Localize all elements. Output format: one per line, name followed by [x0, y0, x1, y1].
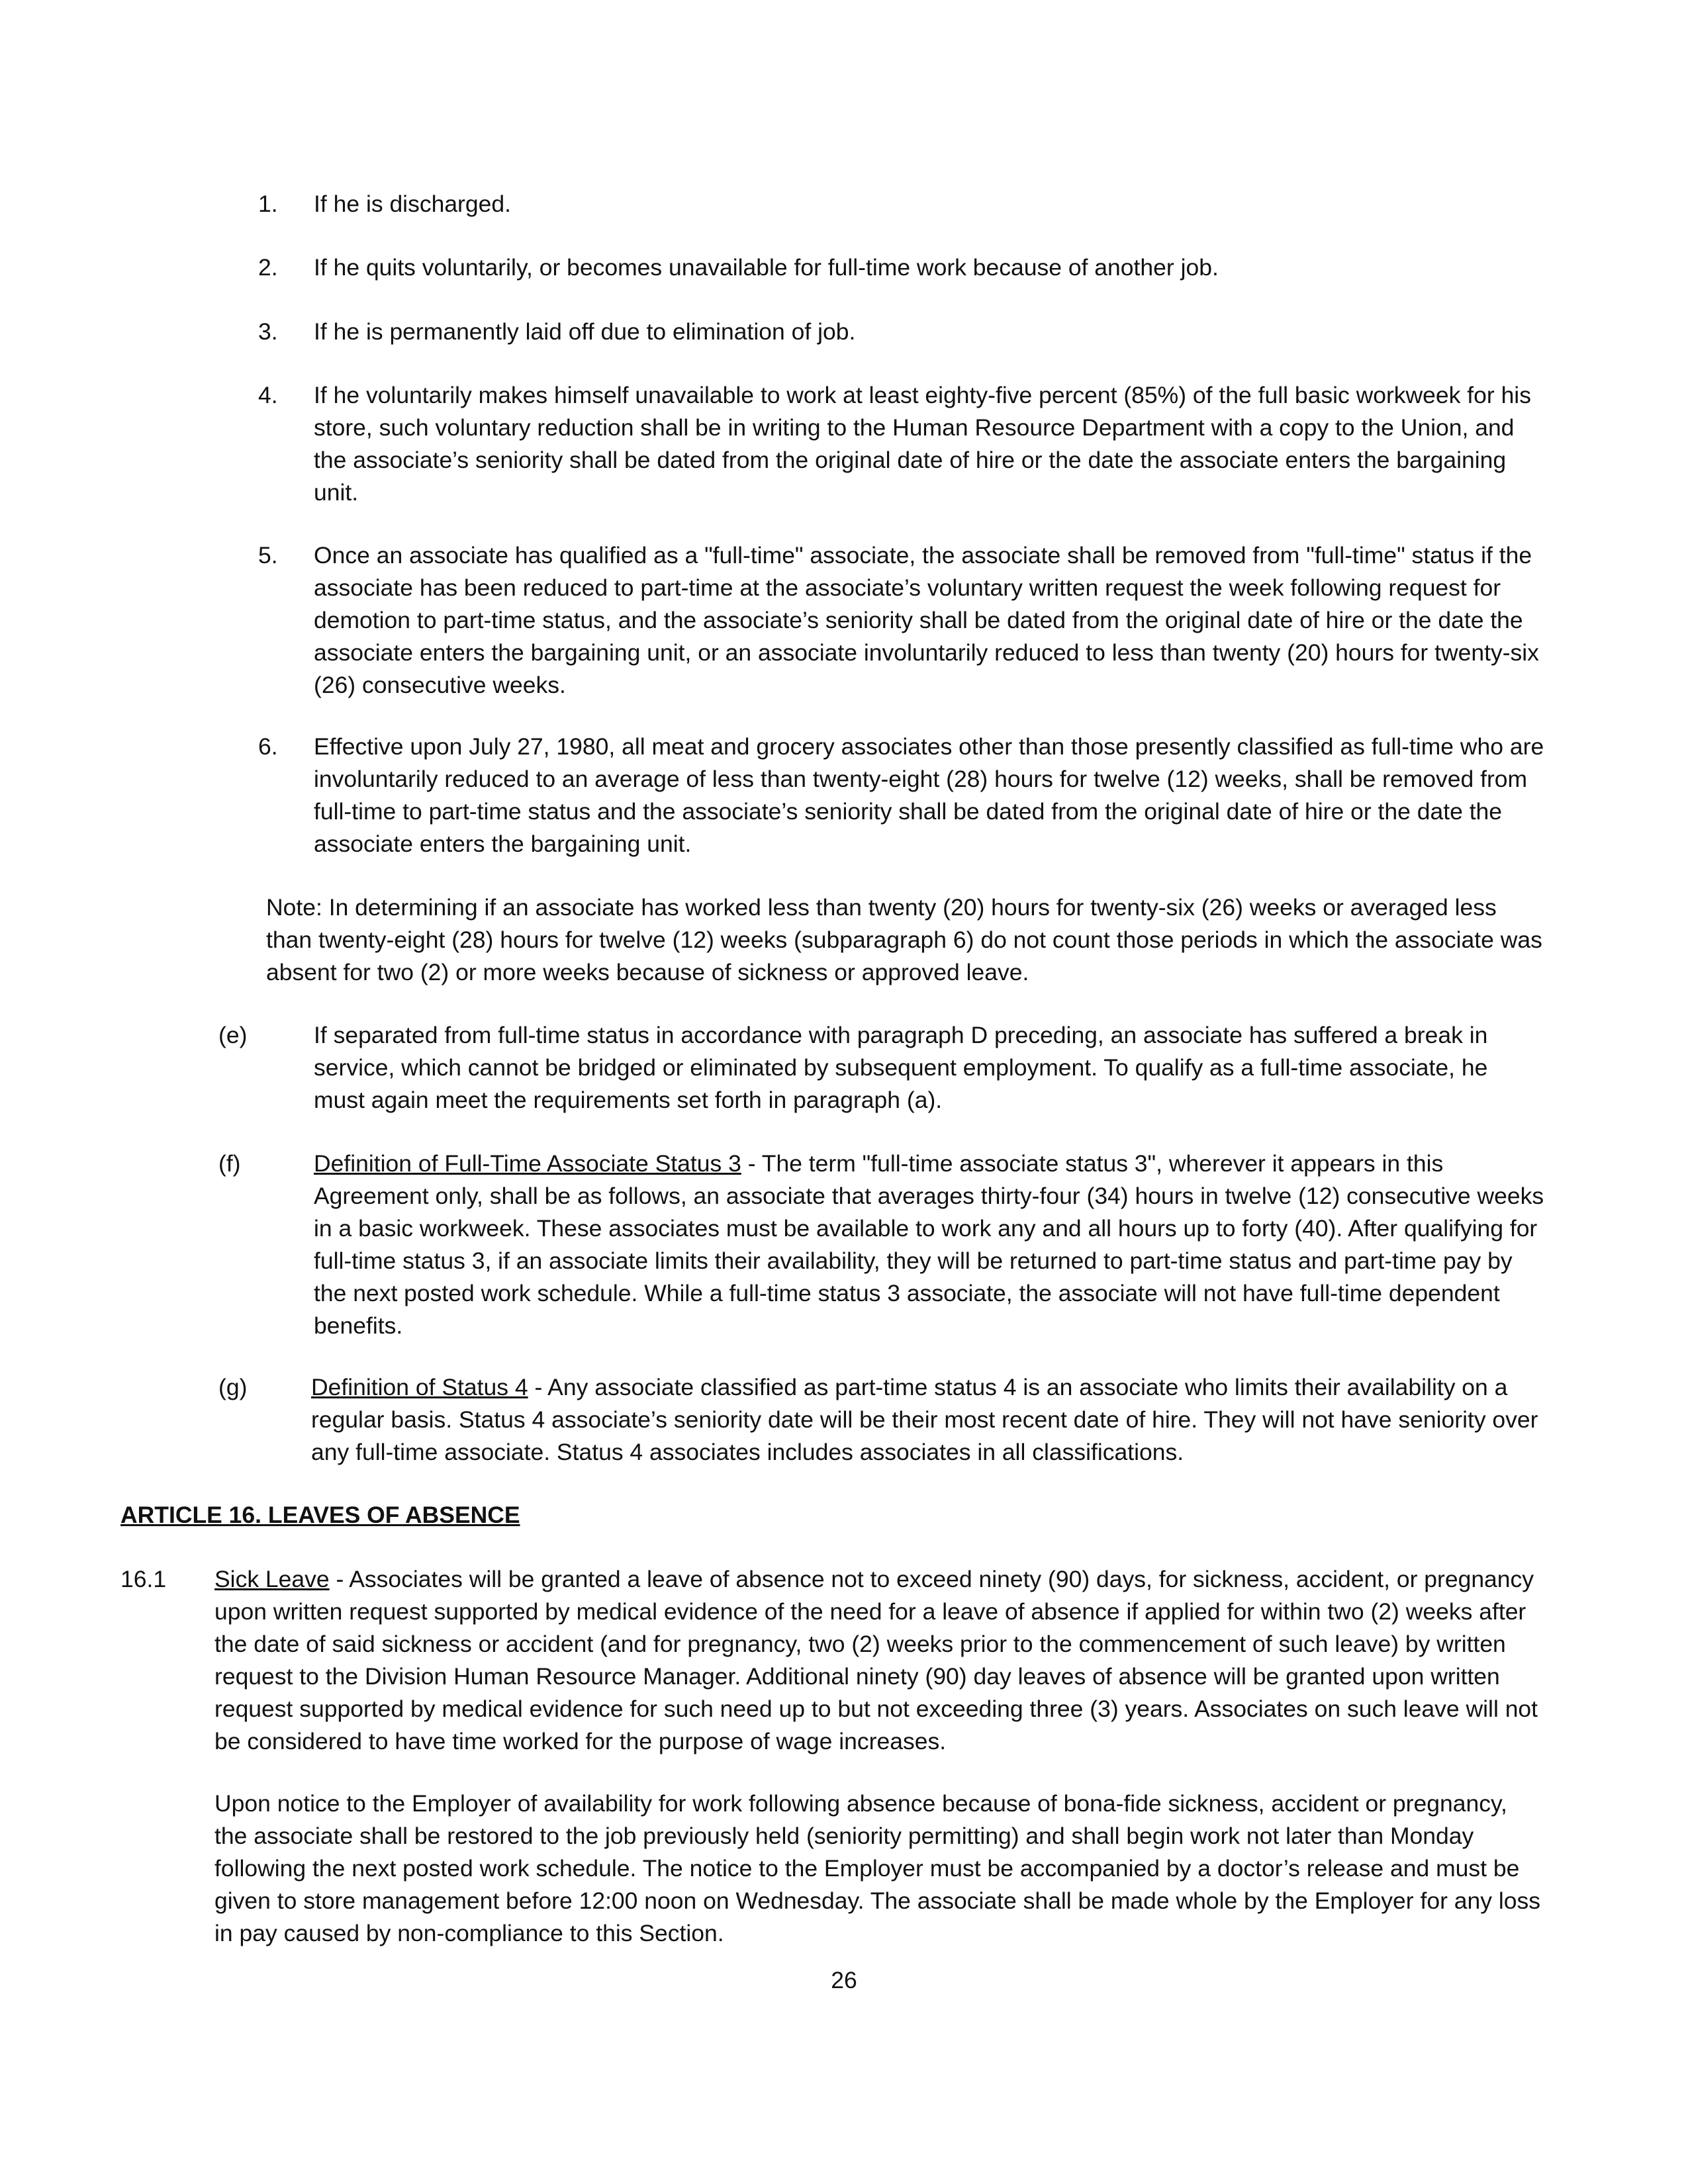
list-item-number: 5. [258, 542, 278, 569]
list-item-text: If he voluntarily makes himself unavailable to work at least eighty-five percent (85%) of the full basic workweek for his store, such voluntary reduction shall be in writing to the Human Resource Department with a copy to the Union, and the associate’s seniority shall be dated from the original date of hire or the date the associate enters the bargaining unit. [314, 382, 1531, 506]
list-item-text: Once an associate has qualified as a "full-time" associate, the associate shall be removed from "full-time" status if the associate has been reduced to part-time at the associate’s voluntary written request the week following request for demotion to part-time status, and the associate’s seniority shall be dated from the original date of hire or the date the associate enters the bargaining unit, or an associate involuntarily reduced to less than twenty (20) hours for twenty-six (26) consecutive weeks. [314, 542, 1539, 698]
paragraph-label: (f) [218, 1150, 241, 1177]
paragraph-g-text: - Any associate classified as part-time status 4 is an associate who limits their availability on a regular basis. Status 4 associate’s seniority date will be their most recent date of hire. They will not have seniority over any full-time associate. Status 4 associates includes associates in all classifications. [311, 1374, 1538, 1465]
section-16-1-title: Sick Leave [214, 1566, 330, 1592]
section-16-1 [214, 1563, 1545, 1758]
list-item-text: If he is discharged. [314, 191, 511, 217]
list-item-number: 4. [258, 382, 278, 408]
paragraph-g-title: Definition of Status 4 [311, 1374, 528, 1400]
paragraph-g [311, 1371, 1545, 1469]
article-heading: ARTICLE 16. LEAVES OF ABSENCE [120, 1502, 520, 1528]
list-item-text: Effective upon July 27, 1980, all meat and grocery associates other than those presently classified as full-time who are involuntarily reduced to an average of less than twenty-eight (28) hours for twelve (12) weeks, shall be removed from full-time to part-time status and the associate’s seniority shall be dated from the original date of hire or the date the associate enters the bargaining unit. [314, 733, 1544, 857]
list-item-number: 1. [258, 191, 278, 217]
paragraph-label: (e) [218, 1022, 248, 1048]
paragraph-label: (g) [218, 1374, 248, 1400]
section-16-1-paragraph-2: Upon notice to the Employer of availability for work following absence because of bona-fide sickness, accident or pregnancy, the associate shall be restored to the job previously held (seniority permitting) and shall begin work not later than Monday following the next posted work schedule. The notice to the Employer must be accompanied by a doctor’s release and must be given to store management before 12:00 noon on Wednesday. The associate shall be made whole by the Employer for any loss in pay caused by non-compliance to this Section. [214, 1790, 1541, 1946]
section-16-1-text: - Associates will be granted a leave of absence not to exceed ninety (90) days, for sickness, accident, or pregnancy upon written request supported by medical evidence of the need for a leave of absence if applied for within two (2) weeks after the date of said sickness or accident (and for pregnancy, two (2) weeks prior to the commencement of such leave) by written request to the Division Human Resource Manager. Additional ninety (90) day leaves of absence will be granted upon written request supported by medical evidence for such need up to but not exceeding three (3) years. Associates on such leave will not be considered to have time worked for the purpose of wage increases. [214, 1566, 1538, 1754]
paragraph-f-title: Definition of Full-Time Associate Status 3 [314, 1150, 741, 1177]
note-paragraph: Note: In determining if an associate has worked less than twenty (20) hours for twenty-six (26) weeks or averaged less than twenty-eight (28) hours for twelve (12) weeks (subparagraph 6) do not count those periods in which the associate was absent for two (2) or more weeks because of sickness or approved leave. [266, 894, 1542, 985]
section-number: 16.1 [120, 1566, 167, 1592]
list-item-text: If he quits voluntarily, or becomes unavailable for full-time work because of another job. [314, 254, 1219, 281]
list-item-text: If he is permanently laid off due to elimination of job. [314, 318, 856, 345]
paragraph-e-text: If separated from full-time status in accordance with paragraph D preceding, an associate has suffered a break in service, which cannot be bridged or eliminated by subsequent employment. To qualify as a full-time associate, he must again meet the requirements set forth in paragraph (a). [314, 1022, 1488, 1113]
list-item-number: 6. [258, 733, 278, 760]
paragraph-f-text: - The term "full-time associate status 3", wherever it appears in this Agreement only, shall be as follows, an associate that averages thirty-four (34) hours in twelve (12) consecutive weeks in a basic workweek. These associates must be available to work any and all hours up to forty (40). After qualifying for full-time status 3, if an associate limits their availability, they will be returned to part-time status and part-time pay by the next posted work schedule. While a full-time status 3 associate, the associate will not have full-time dependent benefits. [314, 1150, 1544, 1339]
page-number: 26 [831, 1967, 857, 1993]
list-item-number: 2. [258, 254, 278, 281]
list-item-number: 3. [258, 318, 278, 345]
paragraph-f [314, 1148, 1545, 1342]
